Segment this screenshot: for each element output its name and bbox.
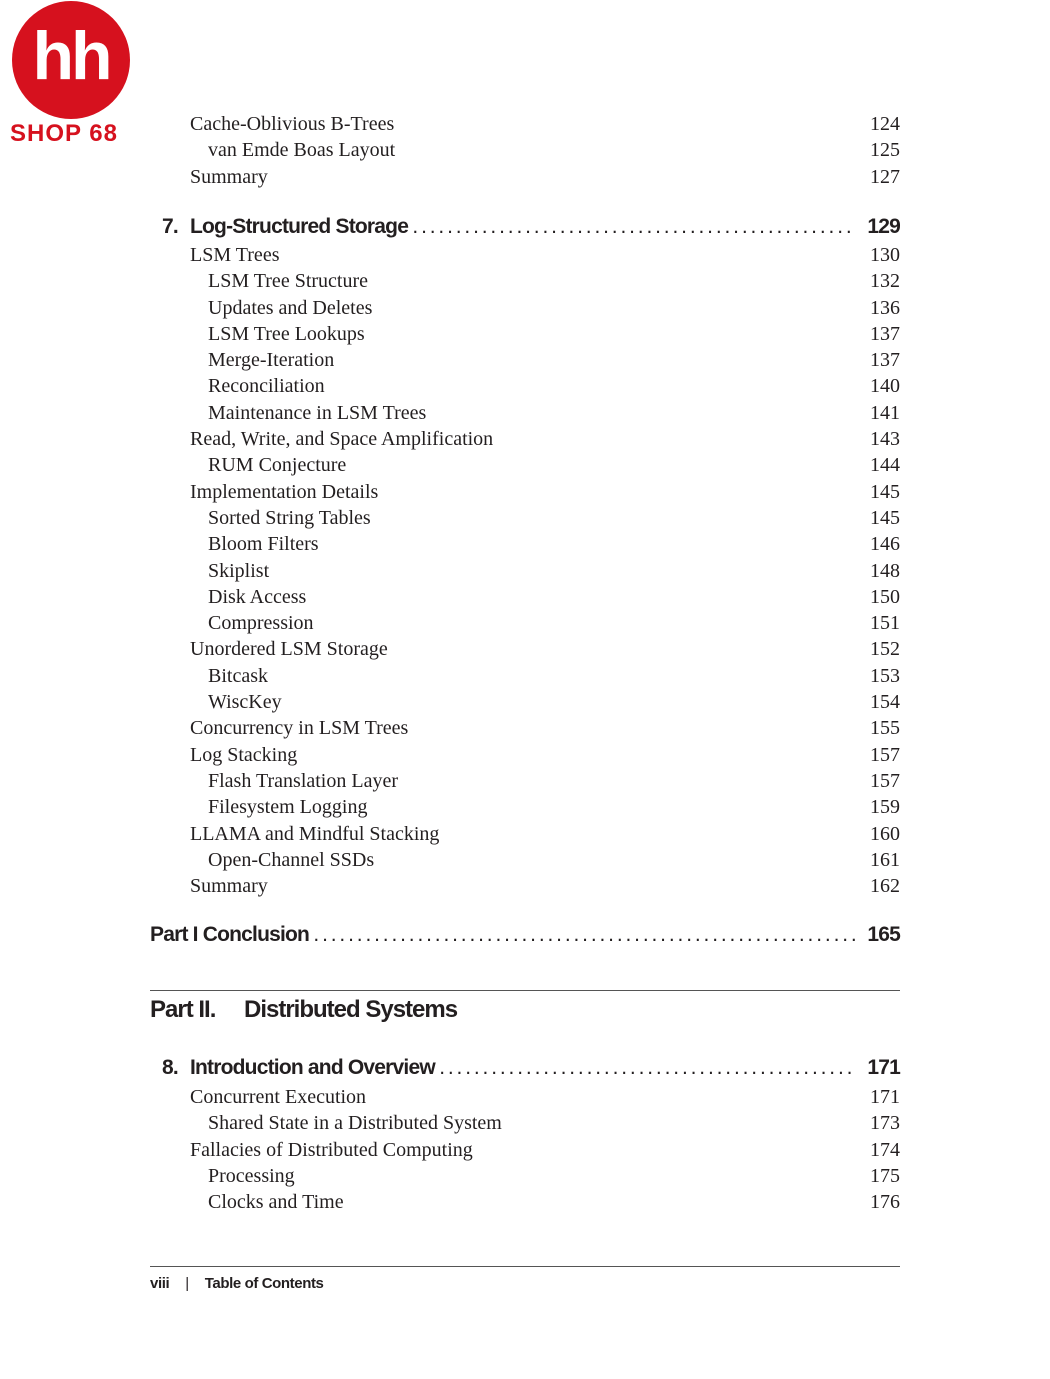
toc-entry[interactable]: [150, 1110, 900, 1136]
logo-mark: hh: [32, 18, 110, 94]
toc-entry-page: 136: [870, 296, 900, 319]
toc-entry-title[interactable]: Unordered LSM Storage: [190, 638, 388, 661]
toc-entry-title[interactable]: Read, Write, and Space Amplification: [190, 428, 494, 451]
part2-label: Part II.: [150, 996, 216, 1023]
toc-entry[interactable]: [150, 505, 900, 531]
toc-entry-page: 146: [870, 533, 900, 556]
toc-entry-title[interactable]: Merge-Iteration: [208, 349, 335, 372]
toc-entry-title[interactable]: LSM Trees: [190, 244, 280, 266]
toc-entry-page: 157: [870, 743, 900, 766]
toc-entry-page: 162: [870, 875, 900, 898]
toc-entry[interactable]: [150, 1137, 900, 1163]
toc-entry[interactable]: [150, 452, 900, 478]
toc-entry[interactable]: [150, 479, 900, 505]
toc-entry[interactable]: [150, 610, 900, 636]
footer-section: Table of Contents: [204, 1275, 324, 1292]
toc-entry[interactable]: [150, 768, 900, 794]
toc-entry-title[interactable]: van Emde Boas Layout: [208, 139, 396, 162]
toc-entry[interactable]: [150, 531, 900, 557]
part1-conclusion-title[interactable]: Part I Conclusion . . .: [150, 920, 855, 950]
toc-entry-title[interactable]: Bloom Filters: [208, 533, 319, 556]
toc-entry-page: 155: [870, 717, 900, 740]
toc-entry-page: 145: [870, 506, 900, 529]
chapter-page: 171: [867, 1056, 900, 1079]
toc-entry-title[interactable]: Reconciliation: [208, 375, 325, 398]
toc-entry[interactable]: [150, 873, 900, 899]
toc-entry-page: 127: [870, 165, 900, 188]
toc-entry-title[interactable]: Skiplist: [208, 559, 270, 582]
toc-entry-title[interactable]: Updates and Deletes: [208, 296, 373, 319]
toc-entry-page: 132: [870, 270, 900, 293]
toc-entry-page: 141: [870, 401, 900, 424]
toc-entry[interactable]: [150, 847, 900, 873]
chapter-title[interactable]: Introduction and Overview . . .: [190, 1053, 855, 1083]
page-footer: [150, 1275, 324, 1292]
toc-entry-page: 150: [870, 585, 900, 608]
toc-entry-title[interactable]: Disk Access: [208, 585, 307, 608]
toc-entry-title[interactable]: Bitcask: [208, 664, 268, 687]
toc-entry-page: 173: [870, 1112, 900, 1135]
toc-entry-page: 137: [870, 349, 900, 372]
toc-entry-page: 154: [870, 691, 900, 714]
part2-heading: [150, 996, 458, 1024]
toc-entry[interactable]: [150, 821, 900, 847]
toc-entry[interactable]: [150, 663, 900, 689]
toc-entry-page: 171: [870, 1086, 900, 1108]
toc-entry[interactable]: [150, 1084, 900, 1110]
toc-entry[interactable]: [150, 347, 900, 373]
toc-entry-page: 153: [870, 664, 900, 687]
toc-entry-title[interactable]: Clocks and Time: [208, 1191, 344, 1214]
toc-entry-title[interactable]: Compression: [208, 612, 314, 635]
toc-entry-page: 157: [870, 769, 900, 792]
toc-entry-page: 130: [870, 244, 900, 266]
toc-entry[interactable]: [150, 558, 900, 584]
toc-entry-page: 176: [870, 1191, 900, 1214]
toc-entry-page: 160: [870, 822, 900, 845]
chapter-8-heading[interactable]: [150, 1053, 900, 1083]
part1-conclusion-page: 165: [867, 923, 900, 946]
toc-entry-page: 145: [870, 480, 900, 503]
toc-entry-title[interactable]: Log Stacking: [190, 743, 298, 766]
toc-entry-page: 174: [870, 1138, 900, 1161]
part-divider: [150, 990, 900, 991]
toc-entry[interactable]: [150, 400, 900, 426]
toc-entry-page: 125: [870, 139, 900, 162]
toc-entry-title[interactable]: Summary: [190, 875, 268, 898]
toc-entry[interactable]: [150, 794, 900, 820]
toc-entry-title[interactable]: Sorted String Tables: [208, 506, 371, 529]
toc-entry-page: 148: [870, 559, 900, 582]
toc-entry-title[interactable]: LLAMA and Mindful Stacking: [190, 822, 440, 845]
toc-entry-title[interactable]: Maintenance in LSM Trees: [208, 401, 427, 424]
footer-page-number: viii: [150, 1275, 170, 1292]
toc-entry-page: 137: [870, 322, 900, 345]
chapter-7-heading[interactable]: [150, 212, 900, 242]
toc-entry-page: 159: [870, 796, 900, 819]
part2-title: Distributed Systems: [244, 996, 458, 1023]
footer-separator: |: [185, 1275, 189, 1292]
chapter-8-entries: [150, 1084, 900, 1215]
toc-entry-page: 140: [870, 375, 900, 398]
toc-entry-title[interactable]: Summary: [190, 165, 268, 188]
toc-entry[interactable]: [150, 295, 900, 321]
toc-entry[interactable]: [150, 242, 900, 268]
toc-entry-title[interactable]: Flash Translation Layer: [208, 769, 398, 792]
toc-entry[interactable]: [150, 742, 900, 768]
toc-entry-title[interactable]: Concurrency in LSM Trees: [190, 717, 409, 740]
toc-entry[interactable]: [150, 636, 900, 662]
toc-entry-title[interactable]: Shared State in a Distributed System: [208, 1112, 502, 1135]
toc-top-entries: [150, 111, 900, 190]
toc-entry-title[interactable]: Concurrent Execution: [190, 1086, 367, 1108]
toc-entry[interactable]: [150, 373, 900, 399]
footer-divider: [150, 1266, 900, 1267]
part1-conclusion-heading[interactable]: [150, 920, 900, 950]
toc-entry[interactable]: [150, 164, 900, 190]
toc-entry-title[interactable]: LSM Tree Lookups: [208, 322, 365, 345]
toc-entry[interactable]: [150, 689, 900, 715]
chapter-number: 7.: [162, 215, 178, 238]
toc-entry[interactable]: [150, 584, 900, 610]
toc-entry-title[interactable]: WiscKey: [208, 691, 282, 714]
chapter-number: 8.: [162, 1056, 178, 1079]
toc-entry-page: 161: [870, 848, 900, 871]
toc-entry-title[interactable]: Filesystem Logging: [208, 796, 368, 819]
toc-entry[interactable]: [150, 1189, 900, 1215]
toc-entry-title[interactable]: LSM Tree Structure: [208, 270, 368, 293]
chapter-title[interactable]: Log-Structured Storage . . .: [190, 212, 855, 242]
toc-entry[interactable]: [150, 137, 900, 163]
shop-logo: [12, 1, 130, 119]
toc-entry-page: 151: [870, 612, 900, 635]
toc-entry-title[interactable]: Fallacies of Distributed Computing: [190, 1138, 473, 1161]
toc-entry-page: 124: [870, 113, 900, 135]
logo-text: SHOP 68: [10, 120, 118, 147]
toc-entry-page: 152: [870, 638, 900, 661]
toc-entry-title[interactable]: Processing: [208, 1164, 295, 1187]
chapter-7-entries: [150, 242, 900, 899]
toc-entry-page: 144: [870, 454, 900, 477]
toc-entry-page: 175: [870, 1164, 900, 1187]
toc-entry-title[interactable]: Open-Channel SSDs: [208, 848, 375, 871]
toc-entry[interactable]: [150, 268, 900, 294]
toc-entry-page: 143: [870, 428, 900, 451]
toc-entry[interactable]: [150, 111, 900, 137]
chapter-page: 129: [867, 215, 900, 238]
toc-entry-title[interactable]: RUM Conjecture: [208, 454, 347, 477]
toc-entry-title[interactable]: Implementation Details: [190, 480, 379, 503]
toc-entry[interactable]: [150, 715, 900, 741]
toc-entry[interactable]: [150, 321, 900, 347]
toc-entry-title[interactable]: Cache-Oblivious B-Trees: [190, 113, 395, 135]
toc-entry[interactable]: [150, 1163, 900, 1189]
toc-entry[interactable]: [150, 426, 900, 452]
